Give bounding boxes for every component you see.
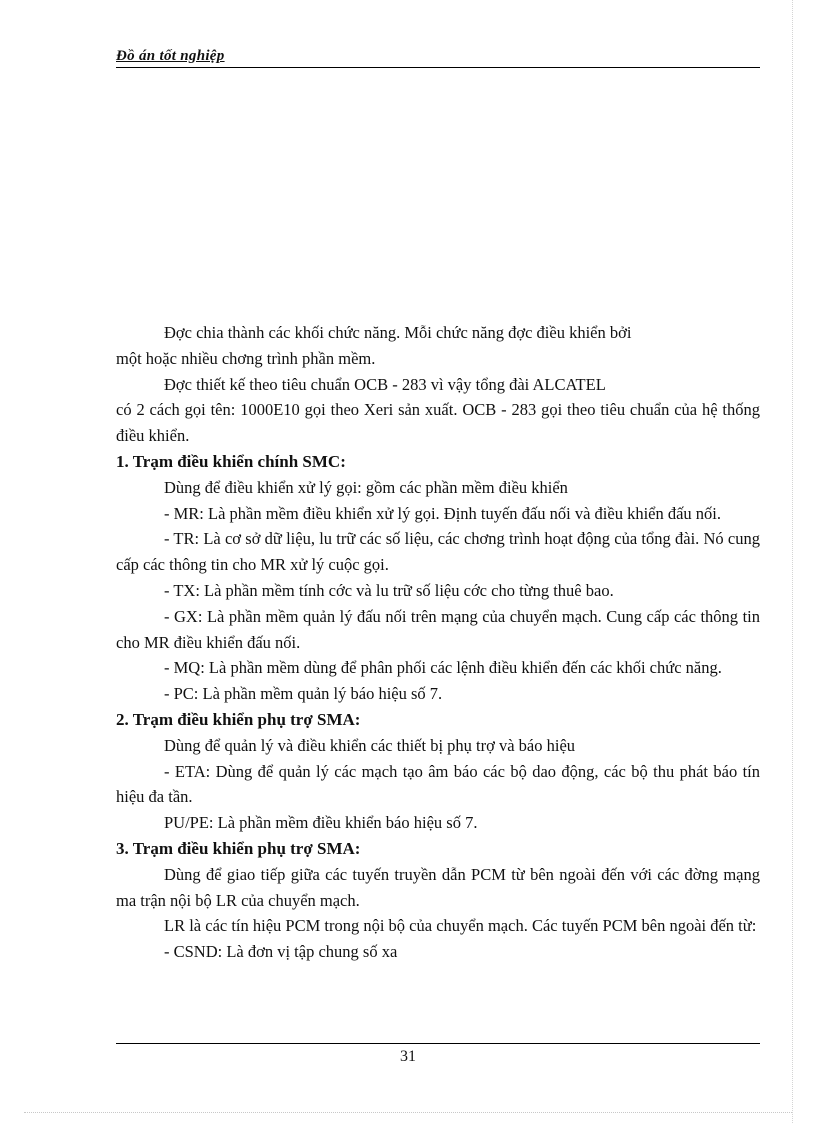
paragraph: - MR: Là phần mềm điều khiển xử lý gọi. Định tuyến đấu nối và điều khiển đấu nối.: [164, 503, 722, 523]
page-edge-bottom: [24, 1112, 792, 1113]
paragraph: Đợc thiết kế theo tiêu chuẩn OCB - 283 vì vậy tổng đài ALCATEL: [164, 374, 606, 394]
paragraph: - CSND: Là đơn vị tập chung số xa: [164, 942, 398, 962]
paragraph: Đợc chia thành các khối chức năng. Mỗi chức năng đợc điều khiển bởi: [164, 323, 632, 342]
section-heading: 1. Trạm điều khiển chính SMC:: [116, 451, 346, 471]
paragraph: Dùng để giao tiếp giữa các tuyến truyền dẫn PCM từ bên ngoài đến với các đờng mạng ma trận nội bộ LR của chuyển mạch.: [116, 864, 760, 910]
paragraph: Dùng để điều khiển xử lý gọi: gồm các phần mềm điều khiển: [164, 477, 568, 497]
paragraph: có 2 cách gọi tên: 1000E10 gọi theo Xeri sản xuất. OCB - 283 gọi theo tiêu chuẩn của hệ thống điều khiển.: [116, 400, 760, 446]
paragraph: - PC: Là phần mềm quản lý báo hiệu số 7.: [164, 684, 443, 704]
footer-rule: [116, 1043, 760, 1044]
paragraph: - ETA: Dùng để quản lý các mạch tạo âm báo các bộ dao động, các bộ thu phát báo tín hiệu đa tần.: [116, 761, 760, 807]
paragraph: một hoặc nhiều chơng trình phần mềm.: [116, 348, 376, 368]
paragraph: Dùng để quản lý và điều khiển các thiết bị phụ trợ và báo hiệu: [164, 735, 576, 755]
section-heading: 3. Trạm điều khiển phụ trợ SMA:: [116, 838, 361, 858]
section-heading: 2. Trạm điều khiển phụ trợ SMA:: [116, 709, 361, 729]
document-body: [116, 320, 760, 965]
paragraph: - GX: Là phần mềm quản lý đấu nối trên mạng của chuyển mạch. Cung cấp các thông tin cho MR điều khiển đấu nối.: [116, 606, 760, 652]
paragraph: - MQ: Là phần mềm dùng để phân phối các lệnh điều khiển đến các khối chức năng.: [164, 658, 722, 678]
header-title: Đồ án tốt nghiệp: [116, 48, 225, 64]
paragraph: - TX: Là phần mềm tính cớc và lu trữ số liệu cớc cho từng thuê bao.: [164, 580, 614, 600]
paragraph: - TR: Là cơ sở dữ liệu, lu trữ các số liệu, các chơng trình hoạt động của tổng đài. Nó cung cấp các thông tin cho MR xử lý cuộc gọi.: [116, 529, 760, 575]
page-edge-right: [792, 0, 793, 1123]
paragraph: PU/PE: Là phần mềm điều khiển báo hiệu số 7.: [164, 813, 478, 833]
page-header: [116, 48, 760, 68]
page-number: 31: [400, 1048, 416, 1065]
paragraph: LR là các tín hiệu PCM trong nội bộ của chuyển mạch. Các tuyến PCM bên ngoài đến từ:: [164, 916, 757, 936]
